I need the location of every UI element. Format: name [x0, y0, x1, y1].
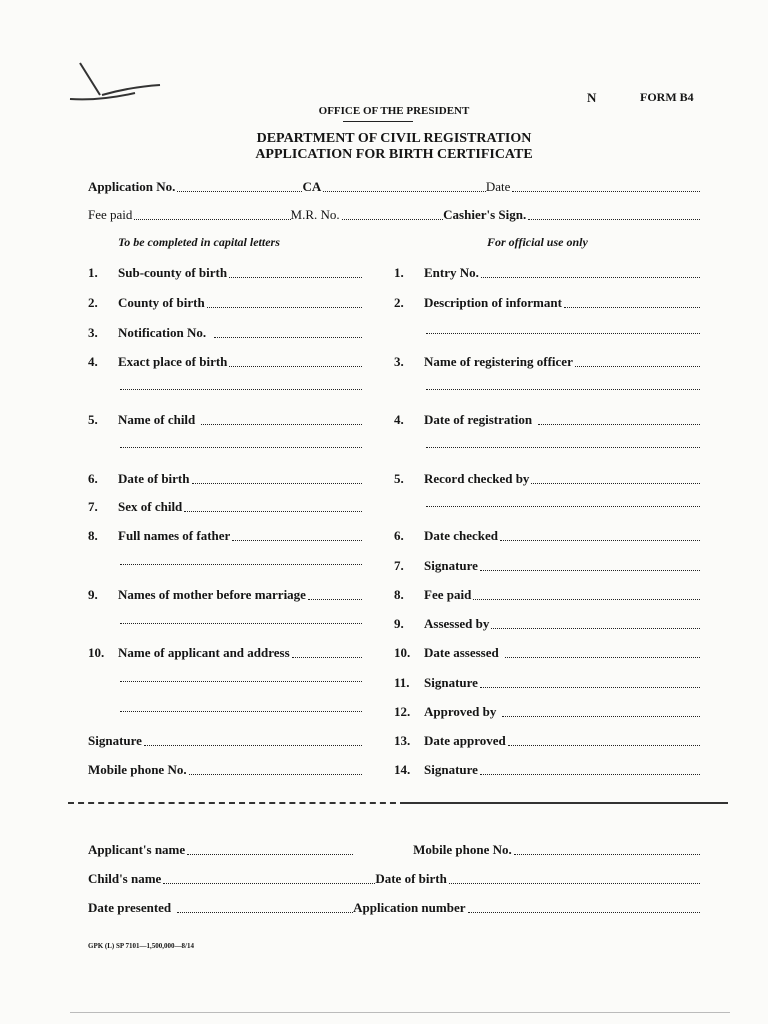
slip-applicant-name-label: Applicant's name: [88, 842, 186, 857]
right-item-9: 9. Assessed by: [394, 614, 700, 632]
left-item-5: 5. Name of child: [88, 410, 362, 428]
right-item-5: 5. Record checked by: [394, 469, 700, 487]
right-item-12: 12. Approved by: [394, 702, 700, 720]
right-item-8: 8. Fee paid: [394, 585, 700, 603]
signature-1-field[interactable]: [480, 570, 700, 571]
date-checked-field[interactable]: [500, 540, 700, 541]
application-no-label: Application No.: [88, 179, 176, 194]
record-checked-line-2[interactable]: [426, 506, 700, 507]
applicant-mobile-field[interactable]: [189, 774, 362, 775]
entry-no-field[interactable]: [481, 277, 700, 278]
cashier-sign-field[interactable]: [528, 219, 700, 220]
date-assessed-field[interactable]: [505, 657, 700, 658]
applicant-signature-field[interactable]: [144, 745, 362, 746]
n-mark: N: [587, 90, 597, 105]
left-signature-row: Signature: [88, 731, 362, 749]
fee-paid-field[interactable]: [134, 219, 290, 220]
sex-field[interactable]: [184, 511, 362, 512]
record-checked-field[interactable]: [531, 483, 700, 484]
left-item-1: 1. Sub-county of birth: [88, 263, 362, 281]
ca-label: CA: [302, 179, 322, 194]
applicant-address-line-3[interactable]: [120, 711, 362, 712]
date-field[interactable]: [512, 191, 700, 192]
left-item-8: 8. Full names of father: [88, 526, 362, 544]
sub-county-field[interactable]: [229, 277, 362, 278]
mr-no-field[interactable]: [342, 219, 444, 220]
slip-application-number-label: Application number: [353, 900, 466, 915]
left-item-4: 4. Exact place of birth: [88, 352, 362, 370]
date-approved-field[interactable]: [508, 745, 700, 746]
slip-row-2: [88, 869, 700, 887]
slip-row-3: [88, 898, 700, 916]
place-of-birth-field[interactable]: [229, 366, 362, 367]
child-name-field[interactable]: [201, 424, 362, 425]
registration-date-field[interactable]: [538, 424, 700, 425]
left-item-6: 6. Date of birth: [88, 469, 362, 487]
registering-officer-line-2[interactable]: [426, 389, 700, 390]
county-field[interactable]: [207, 307, 362, 308]
ca-field[interactable]: [323, 191, 486, 192]
left-item-10: 10. Name of applicant and address: [88, 643, 362, 661]
mr-no-label: M.R. No.: [290, 207, 340, 222]
slip-application-number-field[interactable]: [468, 912, 701, 913]
applicant-address-line-2[interactable]: [120, 681, 362, 682]
right-item-6: 6. Date checked: [394, 526, 700, 544]
informant-line-2[interactable]: [426, 333, 700, 334]
slip-date-presented-field[interactable]: [177, 912, 353, 913]
date-of-birth-field[interactable]: [192, 483, 363, 484]
slip-child-name-label: Child's name: [88, 871, 162, 886]
printer-code: GPK (L) SP 7101—1,500,000—8/14: [88, 942, 194, 950]
registering-officer-field[interactable]: [575, 366, 700, 367]
right-item-2: 2. Description of informant: [394, 293, 700, 311]
office-underline: [343, 121, 413, 122]
mother-name-line-2[interactable]: [120, 623, 362, 624]
right-item-3: 3. Name of registering officer: [394, 352, 700, 370]
father-name-field[interactable]: [232, 540, 362, 541]
notification-field[interactable]: [214, 337, 362, 338]
fee-row: [88, 205, 700, 223]
form-code: FORM B4: [640, 90, 694, 104]
right-item-7: 7. Signature: [394, 556, 700, 574]
right-item-10: 10. Date assessed: [394, 643, 700, 661]
father-name-line-2[interactable]: [120, 564, 362, 565]
right-item-11: 11. Signature: [394, 673, 700, 691]
left-mobile-row: Mobile phone No.: [88, 760, 362, 778]
mother-name-field[interactable]: [308, 599, 362, 600]
slip-date-presented-label: Date presented: [88, 900, 172, 915]
handwritten-mark: [60, 55, 170, 110]
cashier-sign-label: Cashier's Sign.: [443, 207, 527, 222]
tear-off-solid: [400, 802, 728, 804]
child-name-line-2[interactable]: [120, 447, 362, 448]
right-item-14: 14. Signature: [394, 760, 700, 778]
applicant-address-field[interactable]: [292, 657, 362, 658]
approved-by-field[interactable]: [502, 716, 700, 717]
slip-row-1: [88, 840, 700, 858]
left-column-heading: To be completed in capital letters: [118, 235, 280, 249]
slip-applicant-name-field[interactable]: [187, 854, 353, 855]
slip-mobile-label: Mobile phone No.: [413, 842, 512, 857]
slip-child-name-field[interactable]: [163, 883, 375, 884]
registration-date-line-2[interactable]: [426, 447, 700, 448]
left-item-9: 9. Names of mother before marriage: [88, 585, 362, 603]
slip-date-of-birth-label: Date of birth: [375, 871, 447, 886]
signature-3-field[interactable]: [480, 774, 700, 775]
informant-field[interactable]: [564, 307, 700, 308]
signature-2-field[interactable]: [480, 687, 700, 688]
left-item-2: 2. County of birth: [88, 293, 362, 311]
department-title: DEPARTMENT OF CIVIL REGISTRATION: [256, 131, 532, 146]
application-no-field[interactable]: [177, 191, 302, 192]
application-row: [88, 177, 700, 195]
right-item-4: 4. Date of registration: [394, 410, 700, 428]
slip-date-of-birth-field[interactable]: [449, 883, 700, 884]
page-edge: [70, 1012, 730, 1013]
right-column-heading: For official use only: [487, 235, 588, 249]
office-heading: OFFICE OF THE PRESIDENT: [318, 105, 470, 117]
form-title: APPLICATION FOR BIRTH CERTIFICATE: [255, 147, 533, 162]
right-item-13: 13. Date approved: [394, 731, 700, 749]
date-label: Date: [485, 179, 511, 194]
left-item-3: 3. Notification No.: [88, 323, 362, 341]
slip-mobile-field[interactable]: [514, 854, 700, 855]
right-item-1: 1. Entry No.: [394, 263, 700, 281]
fee-paid-official-field[interactable]: [473, 599, 700, 600]
assessed-by-field[interactable]: [491, 628, 700, 629]
place-of-birth-line-2[interactable]: [120, 389, 362, 390]
left-item-7: 7. Sex of child: [88, 497, 362, 515]
fee-paid-label: Fee paid: [88, 207, 133, 222]
